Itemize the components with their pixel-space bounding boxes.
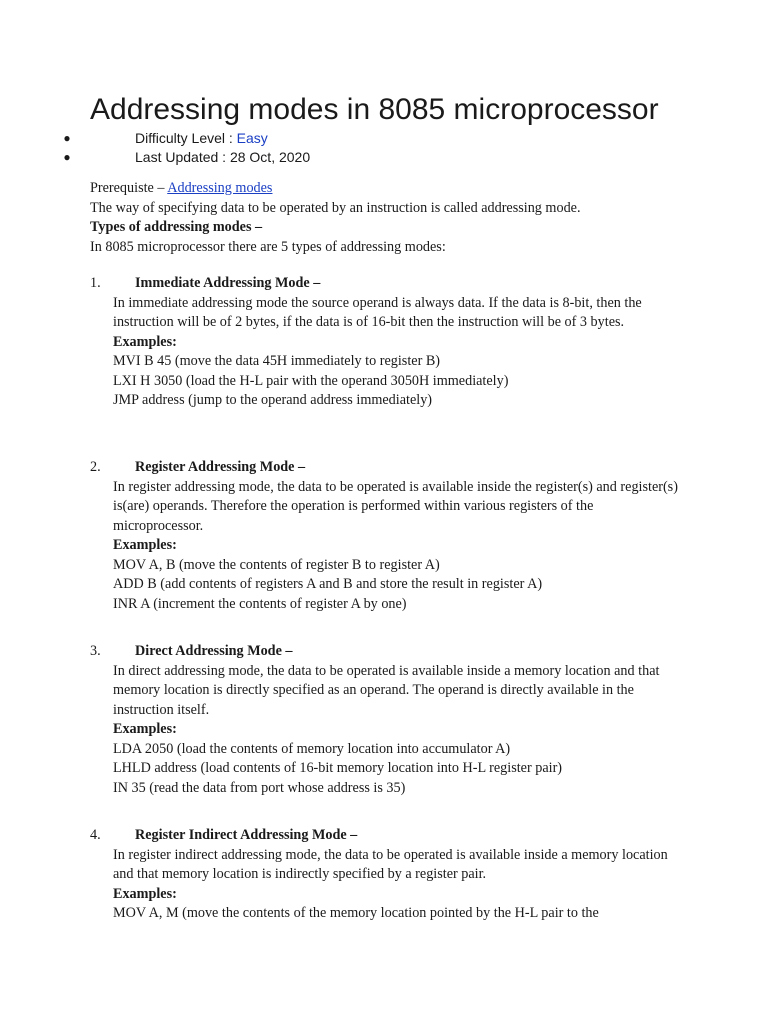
examples-label: Examples: <box>113 333 177 350</box>
mode-description: In register indirect addressing mode, the data to be operated is available inside a memory location and that memory location is indirectly specified by a register pair. <box>113 846 668 882</box>
prerequisite-line <box>90 179 730 199</box>
mode-title: Register Addressing Mode – <box>135 459 306 475</box>
bullet-icon: ● <box>63 150 71 164</box>
difficulty-item <box>62 129 310 148</box>
mode-description: In register addressing mode, the data to be operated is available inside the register(s) and register(s) is(are) operands. Therefore the operation is performed within various registers of the microprocessor. <box>113 478 678 534</box>
difficulty-value[interactable]: Easy <box>236 130 268 146</box>
types-heading: Types of addressing modes – <box>90 219 263 235</box>
mode-number: 4. <box>90 827 101 843</box>
example-line: ADD B (add contents of registers A and B and store the result in register A) <box>113 576 543 592</box>
page-title: Addressing modes in 8085 microprocessor <box>90 93 659 126</box>
mode-item <box>90 458 690 614</box>
mode-content <box>113 294 683 411</box>
examples-label: Examples: <box>113 537 177 553</box>
prerequisite-label: Prerequiste – <box>90 180 168 196</box>
mode-number: 1. <box>90 275 101 291</box>
example-line: MOV A, M (move the contents of the memory location pointed by the H-L pair to the <box>113 905 599 921</box>
mode-content <box>113 846 683 924</box>
mode-item <box>90 642 690 798</box>
mode-item <box>90 826 690 924</box>
types-intro: In 8085 microprocessor there are 5 types of addressing modes: <box>90 238 446 255</box>
example-line: MVI B 45 (move the data 45H immediately to register B) <box>113 353 441 369</box>
example-line: LDA 2050 (load the contents of memory location into accumulator A) <box>113 740 511 757</box>
mode-description: In direct addressing mode, the data to be operated is available inside a memory location and that memory location is directly specified as an operand. The operand is directly available in the instruction itself. <box>113 662 660 718</box>
mode-heading <box>90 826 690 846</box>
mode-number: 3. <box>90 643 101 659</box>
mode-number: 2. <box>90 459 101 475</box>
bullet-icon: ● <box>63 131 71 145</box>
example-line: JMP address (jump to the operand address immediately) <box>113 392 433 408</box>
examples-label: Examples: <box>113 721 177 737</box>
example-line: LXI H 3050 (load the H-L pair with the operand 3050H immediately) <box>113 372 509 389</box>
mode-content <box>113 662 683 799</box>
last-updated: Last Updated : 28 Oct, 2020 <box>135 149 311 165</box>
mode-title: Immediate Addressing Mode – <box>135 275 321 291</box>
example-line: INR A (increment the contents of register A by one) <box>113 595 407 612</box>
mode-description: In immediate addressing mode the source operand is always data. If the data is 8-bit, then the instruction will be of 2 bytes, if the data is of 16-bit then the instruction will be of 3 bytes. <box>113 294 642 330</box>
mode-content <box>113 478 683 615</box>
prerequisite-link[interactable]: Addressing modes <box>167 180 273 196</box>
example-line: IN 35 (read the data from port whose address is 35) <box>113 779 406 796</box>
examples-label: Examples: <box>113 885 177 902</box>
mode-heading <box>90 458 690 478</box>
mode-title: Register Indirect Addressing Mode – <box>135 827 358 843</box>
intro-section <box>90 179 730 257</box>
difficulty-label: Difficulty Level : <box>135 130 237 146</box>
mode-title: Direct Addressing Mode – <box>135 643 293 659</box>
definition-text: The way of specifying data to be operated by an instruction is called addressing mode. <box>90 199 581 216</box>
example-line: LHLD address (load contents of 16-bit memory location into H-L register pair) <box>113 760 563 776</box>
mode-heading <box>90 274 690 294</box>
mode-item <box>90 274 690 411</box>
updated-item <box>62 148 310 167</box>
mode-heading <box>90 642 690 662</box>
example-line: MOV A, B (move the contents of register B to register A) <box>113 556 440 573</box>
article-meta-list <box>62 129 310 167</box>
